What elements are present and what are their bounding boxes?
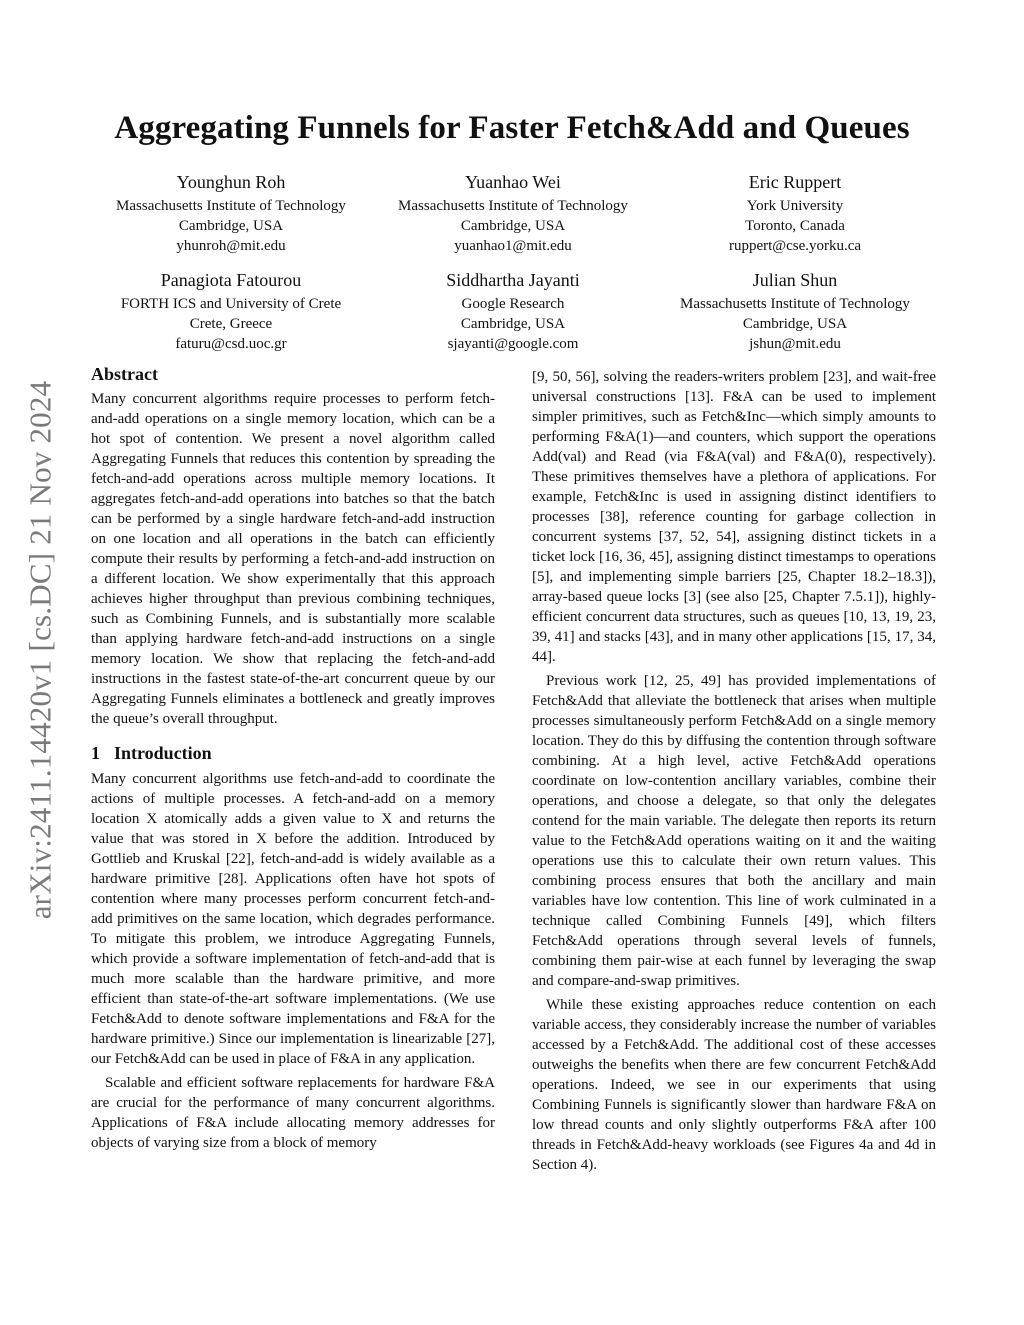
author-email[interactable]: sjayanti@google.com <box>447 336 579 352</box>
abstract-text: Many concurrent algorithms require processes to perform fetch-and-add operations on a single memory location, which can be a hot spot of contention. We present a novel algorithm called Aggregating Funnels that reduces this contention by spreading the fetch-and-add operations across multiple memory locations. It aggregates fetch-and-add operations into batches so that the batch can be performed by a single hardware fetch-and-add instruction on one location and all operations in the batch can efficiently compute their results by performing a fetch-and-add instruction on a different location. We show experimentally that this approach achieves higher throughput than previous combining techniques, such as Combining Funnels, and is substantially more scalable than applying hardware fetch-and-add instructions on a single memory location. We show that replacing the fetch-and-add instructions in the fastest state-of-the-art concurrent queue by our Aggregating Funnels eliminates a bottleneck and greatly improves the queue’s overall throughput. <box>91 391 495 727</box>
author-email[interactable]: faturu@csd.uoc.gr <box>175 336 287 352</box>
intro-paragraph-4: While these existing approaches reduce contention on each variable access, they considerably increase the number of variables accessed by a Fetch&Add. The additional cost of these accesses outweighs the benefits when there are few concurrent Fetch&Add operations. Indeed, we see in our experiments that using Combining Funnels is significantly slower than hardware F&A on low thread counts and only slightly outperforms F&A after 100 threads in Fetch&Add-heavy workloads (see Figures 4a and 4d in Section 4). <box>532 997 936 1173</box>
author-name: Eric Ruppert <box>748 172 842 192</box>
left-column <box>91 364 495 1153</box>
author-affiliation: FORTH ICS and University of Crete <box>120 296 342 312</box>
author-affiliation: Massachusetts Institute of Technology <box>398 198 628 214</box>
author-email[interactable]: jshun@mit.edu <box>749 336 841 352</box>
intro-paragraph-1: Many concurrent algorithms use fetch-and-add to coordinate the actions of multiple processes. A fetch-and-add on a memory location X atomically adds a given value to X and returns the value that was stored in X before the addition. Introduced by Gottlieb and Kruskal [22], fetch-and-add is widely available as a hardware primitive [28]. Applications often have hot spots of contention where many processes perform concurrent fetch-and-add primitives on the same location, which degrades performance. To mitigate this problem, we introduce Aggregating Funnels, which provide a software implementation of fetch-and-add that is much more scalable than the hardware primitive, and more efficient than state-of-the-art software implementations. (We use Fetch&Add to denote software implementations and F&A for the hardware primitive.) Since our implementation is linearizable [27], our Fetch&Add can be used in place of F&A in any application. <box>91 771 495 1067</box>
author-email[interactable]: ruppert@cse.yorku.ca <box>728 238 862 254</box>
author-affiliation: York University <box>746 198 844 214</box>
author-block <box>654 268 936 354</box>
intro-paragraph-2: Scalable and efficient software replacements for hardware F&A are crucial for the performance of many concurrent algorithms. Applications of F&A include allocating memory addresses for objects of varying size from a block of memory <box>91 1075 495 1151</box>
section-number: 1 <box>91 743 100 763</box>
author-name: Siddhartha Jayanti <box>446 270 580 290</box>
author-email[interactable]: yuanhao1@mit.edu <box>454 238 572 254</box>
author-location: Cambridge, USA <box>178 218 284 234</box>
author-affiliation: Google Research <box>461 296 565 312</box>
arxiv-id-text: arXiv:2411.14420v1 [cs.DC] 21 Nov 2024 <box>22 380 58 920</box>
author-location: Toronto, Canada <box>745 218 845 234</box>
author-name: Yuanhao Wei <box>465 172 561 192</box>
author-name: Julian Shun <box>752 270 838 290</box>
author-name: Younghun Roh <box>176 172 286 192</box>
author-block <box>90 170 372 256</box>
section-heading <box>91 743 495 763</box>
author-block <box>90 268 372 354</box>
author-affiliation: Massachusetts Institute of Technology <box>680 296 910 312</box>
section-title-text: Introduction <box>114 743 212 763</box>
right-column <box>532 367 936 1175</box>
author-name: Panagiota Fatourou <box>160 270 302 290</box>
intro-paragraph-3: Previous work [12, 25, 49] has provided implementations of Fetch&Add that alleviate the bottleneck that arises when multiple processes simultaneously perform Fetch&Add on a single memory location. They do this by diffusing the contention through software combining. At a high level, active Fetch&Add operations coordinate on low-contention ancillary variables, combine their operations, and choose a delegate, so that only the delegates contend for the main variable. The delegate then reports its return value to the Fetch&Add operations waiting on it and the waiting operations use this to calculate their own return values. This combining process ensures that both the ancillary and main variables have low contention. This line of work culminated in a technique called Combining Funnels [49], which filters Fetch&Add operations through several levels of funnels, combining them pair-wise at each funnel by leveraging the swap and compare-and-swap primitives. <box>532 673 936 989</box>
author-location: Crete, Greece <box>189 316 273 332</box>
author-location: Cambridge, USA <box>460 218 566 234</box>
author-affiliation: Massachusetts Institute of Technology <box>116 198 346 214</box>
paper-title: Aggregating Funnels for Faster Fetch&Add and Queues <box>114 110 910 146</box>
intro-paragraph-2-continued: [9, 50, 56], solving the readers-writers problem [23], and wait-free universal constructions [13]. F&A can be used to implement simpler primitives, such as Fetch&Inc—which simply amounts to performing F&A(1)—and counters, which support the operations Add(val) and Read (via F&A(val) and F&A(0), respectively). These primitives themselves have a plethora of applications. For example, Fetch&Inc is used in assigning distinct identifiers to processes [38], reference counting for garbage collection in concurrent systems [37, 52, 54], assigning distinct tickets in a ticket lock [16, 36, 45], assigning distinct timestamps to operations [5], and implementing simple barriers [25, Chapter 18.2–18.3]), array-based queue locks [3] (see also [25, Chapter 7.5.1]), highly-efficient concurrent data structures, such as queues [10, 13, 19, 23, 39, 41] and stacks [43], and in many other applications [15, 17, 34, 44]. <box>532 369 936 665</box>
arxiv-identifier-stamp <box>10 350 70 950</box>
author-email[interactable]: yhunroh@mit.edu <box>176 238 286 254</box>
author-block <box>372 268 654 354</box>
author-block <box>372 170 654 256</box>
abstract-heading: Abstract <box>91 364 158 384</box>
author-location: Cambridge, USA <box>460 316 566 332</box>
author-location: Cambridge, USA <box>742 316 848 332</box>
author-block <box>654 170 936 256</box>
